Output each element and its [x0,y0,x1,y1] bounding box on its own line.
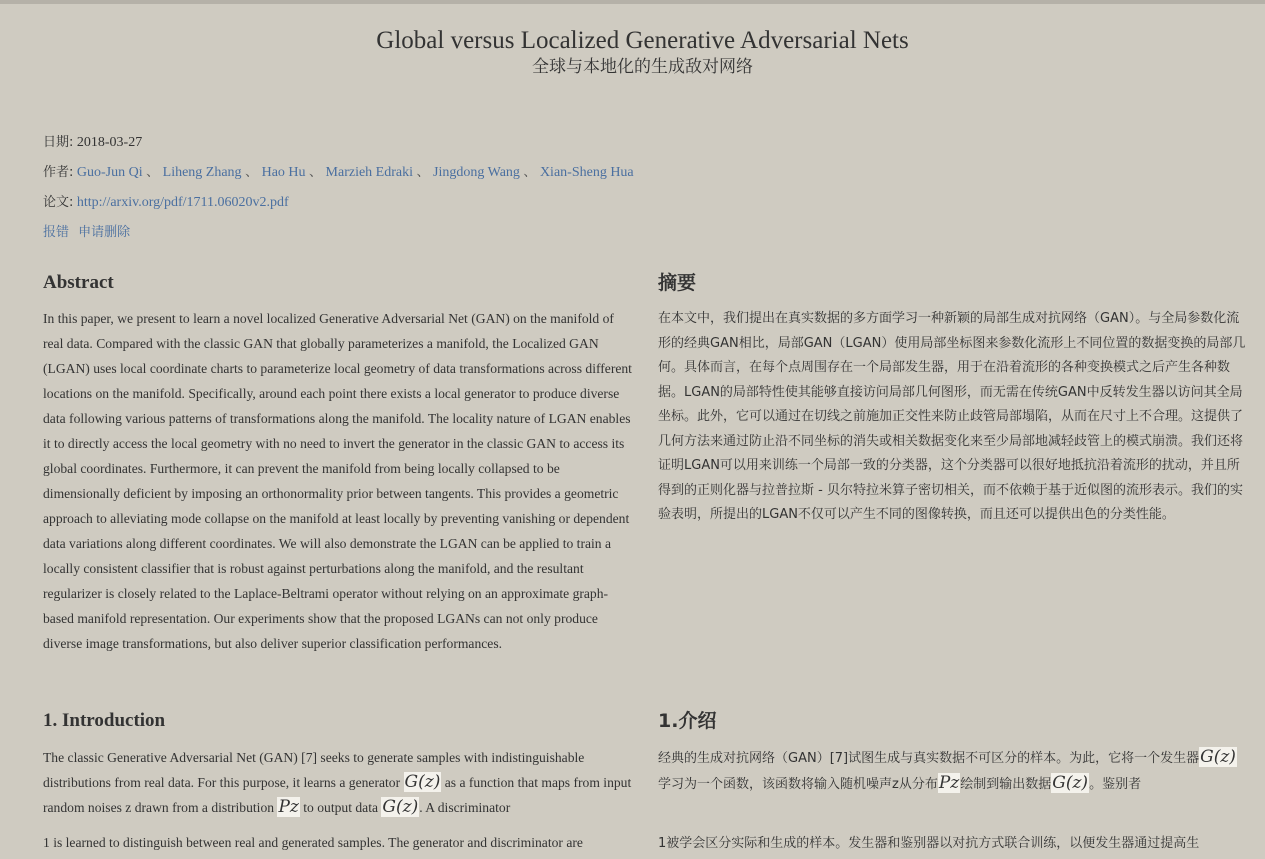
author-separator: 、 [416,165,430,180]
intro-text: to output data [299,800,382,815]
author-link[interactable]: Liheng Zhang [162,165,242,180]
author-link[interactable]: Jingdong Wang [433,165,520,180]
intro-paragraph-2-zh: 1被学会区分实际和生成的样本。发生器和鉴别器以对抗方式联合训练，以便发生器通过提高生 [658,836,1200,851]
abstract-heading: Abstract [43,272,114,293]
author-link[interactable]: Xian-Sheng Hua [539,165,634,180]
actions-row [43,224,634,254]
title-block [0,26,1265,78]
page-title-zh: 全球与本地化的生成敌对网络 [532,57,753,77]
math-distribution: Pz [938,773,960,793]
paper-row [43,194,634,224]
request-delete-link[interactable]: 申请删除 [78,225,131,240]
intro-heading-zh: 1.介绍 [658,710,717,732]
intro-en [43,709,633,855]
math-generator: G(z) [1052,773,1089,793]
math-distribution: Pz [278,797,299,817]
report-error-link[interactable]: 报错 [43,225,70,240]
author-separator: 、 [523,165,537,180]
intro-text: . A discriminator [419,800,511,815]
author-link[interactable]: Guo-Jun Qi [76,165,143,180]
paper-meta [43,134,634,254]
authors-label: 作者: [43,165,74,180]
abstract-text: In this paper, we present to learn a novel localized Generative Adversarial Net (GAN) on the manifold of real data. Compared with the classic GAN that globally parameterizes a manifold, the Localized GAN (LGAN) uses local coordinate charts to parameterize local geometry of data transformations across different locations on the manifold. Specifically, around each point there exists a local generator to produce diverse data following various patterns of transformations along the manifold. The locality nature of LGAN enables it to directly access the local geometry with no need to invert the generator in the classic GAN to access its global coordinates. Furthermore, it can prevent the manifold from being locally collapsed to be dimensionally deficient by imposing an orthonormality prior between tangents. This provides a geometric approach to alleviating mode collapse on the manifold at least locally by preventing vanishing or dependent data variations along different coordinates. We will also demonstrate the LGAN can be applied to train a locally consistent classifier that is robust against perturbations along the manifold, and the resultant regularizer is closely related to the Laplace-Beltrami operator without relying on an approximate graph-based manifold representation. Our experiments show that the proposed LGANs can not only produce diverse image transformations, but also deliver superior classification performances. [43,311,632,651]
intro-heading: 1. Introduction [43,710,166,731]
intro-text-zh: 经典的生成对抗网络（GAN）[7]试图生成与真实数据不可区分的样本。为此，它将一个发生器 [658,751,1200,766]
intro-paragraph-1 [43,745,633,820]
intro-text: The classic Generative Adversarial Net (GAN) [7] seeks to generate samples with indistinguishable distributions from real data. For this purpose, it learns a generator [43,750,585,790]
authors-row [43,164,634,194]
date-label: 日期: [43,135,74,150]
intro-text-zh: 学习为一个函数，该函数将输入随机噪声z从分布 [658,777,938,792]
intro-text: as a function that maps from input random noises z drawn from a distribution [43,775,632,815]
date-row [43,134,634,164]
math-generator: G(z) [1200,747,1236,767]
author-separator: 、 [245,165,259,180]
intro-paragraph-2: 1 is learned to distinguish between real and generated samples. The generator and discriminator are [43,835,583,850]
intro-paragraph-1-zh [658,745,1248,797]
abstract-heading-zh: 摘要 [658,272,697,294]
intro-text-zh: 。鉴别者 [1089,777,1142,792]
top-border [0,0,1265,4]
author-separator: 、 [309,165,323,180]
math-generator: G(z) [382,797,419,817]
paper-pdf-link[interactable]: http://arxiv.org/pdf/1711.06020v2.pdf [76,195,289,210]
math-generator: G(z) [404,772,441,792]
author-link[interactable]: Marzieh Edraki [325,165,413,180]
intro-zh [658,709,1248,857]
abstract-text-zh: 在本文中，我们提出在真实数据的多方面学习一种新颖的局部生成对抗网络（GAN）。与全局参数化流形的经典GAN相比，局部GAN（LGAN）使用局部坐标图来参数化流形上不同位置的数据变换的局部几何。具体而言，在每个点周围存在一个局部发生器，用于在沿着流形的各种变换模式之后产生各种数据。LGAN的局部特性使其能够直接访问局部几何图形，而无需在传统GAN中反转发生器以访问其全局坐标。此外，它可以通过在切线之前施加正交性来防止歧管局部塌陷，从而在尺寸上不合理。这提供了几何方法来通过防止沿不同坐标的消失或相关数据变化来至少局部地减轻歧管上的模式崩溃。我们还将证明LGAN可以用来训练一个局部一致的分类器，这个分类器可以很好地抵抗沿着流形的扰动，并且所得到的正则化器与拉普拉斯 - 贝尔特拉米算子密切相关，而不依赖于基于近似图的流形表示。我们的实验表明，所提出的LGAN不仅可以产生不同的图像转换，而且还可以提供出色的分类性能。 [658,311,1246,522]
abstract-zh [658,271,1248,528]
paper-label: 论文: [43,195,74,210]
abstract-en [43,271,633,656]
author-link[interactable]: Hao Hu [261,165,306,180]
page-title: Global versus Localized Generative Adversarial Nets [376,27,909,54]
date-value: 2018-03-27 [76,135,143,150]
author-separator: 、 [146,165,160,180]
intro-text-zh: 绘制到输出数据 [960,777,1052,792]
